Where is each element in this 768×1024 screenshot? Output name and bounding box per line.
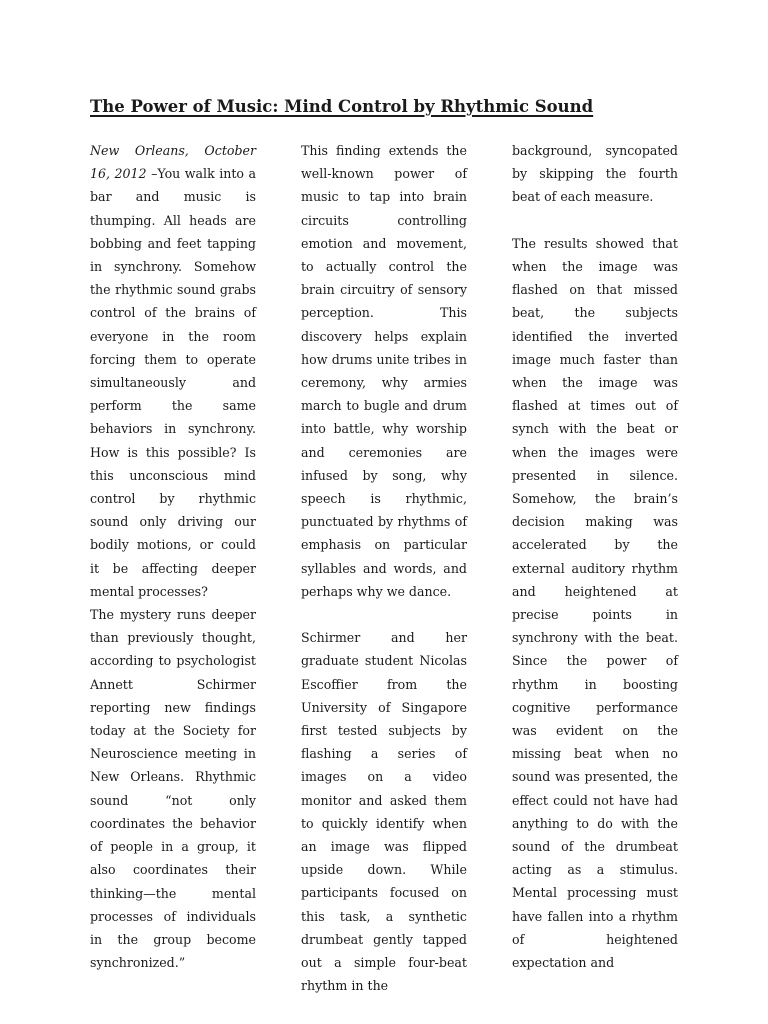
- article-paragraph: This finding extends the well-known power of music to tap into brain circuits controlling emotion and movement, to actually control the brain circuitry of sensory perception. This discovery helps explain how drums unite tribes in ceremony, why armies march to bugle and drum into battle, why worship and ceremonies are infused by song, why speech is rhythmic, punctuated by rhythms of emphasis on particular syllables and words, and perhaps why we dance.: [301, 143, 467, 599]
- article-lede-text: –You walk into a bar and music is thumping. All heads are bobbing and feet tapping in synchrony. Somehow the rhythmic sound grabs control of the brains of everyone in the room forcing them to operate simultaneously and perform the same behaviors in synchrony. How is this possible? Is this unconscious mind control by rhythmic sound only driving our bodily motions, or could it be affecting deeper mental processes?: [90, 166, 256, 599]
- article-dateline: New Orleans, October 16, 2012: [90, 143, 256, 182]
- article-column-3: [512, 139, 678, 974]
- article-paragraph: [90, 139, 256, 603]
- article-title: The Power of Music: Mind Control by Rhythmic Sound: [90, 97, 594, 116]
- article-column-1: [90, 139, 256, 974]
- article-paragraph: Schirmer and her graduate student Nicolas Escoffier from the University of Singapore first tested subjects by flashing a series of images on a video monitor and asked them to quickly identify when an image was flipped upside down. While participants focused on this task, a synthetic drumbeat gently tapped out a simple four-beat rhythm in the: [301, 630, 467, 994]
- article-paragraph: The mystery runs deeper than previously thought, according to psychologist Annett Schirmer reporting new findings today at the Society for Neuroscience meeting in New Orleans. Rhythmic sound “not only coordinates the behavior of people in a group, it also coordinates their thinking—the mental processes of individuals in the group become synchronized.”: [90, 607, 256, 971]
- article-paragraph: background, syncopated by skipping the fourth beat of each measure.: [512, 143, 678, 205]
- paragraph-spacer: [512, 209, 678, 232]
- article-paragraph: The results showed that when the image was flashed on that missed beat, the subjects identified the inverted image much faster than when the image was flashed at times out of synch with the beat or when the images were presented in silence. Somehow, the brain’s decision making was accelerated by the external auditory rhythm and heightened at precise points in synchrony with the beat. Since the power of rhythm in boosting cognitive performance was evident on the missing beat when no sound was presented, the effect could not have had anything to do with the sound of the drumbeat acting as a stimulus. Mental processing must have fallen into a rhythm of heightened expectation and: [512, 235, 678, 971]
- paragraph-spacer: [301, 603, 467, 626]
- article-column-2: [301, 139, 467, 998]
